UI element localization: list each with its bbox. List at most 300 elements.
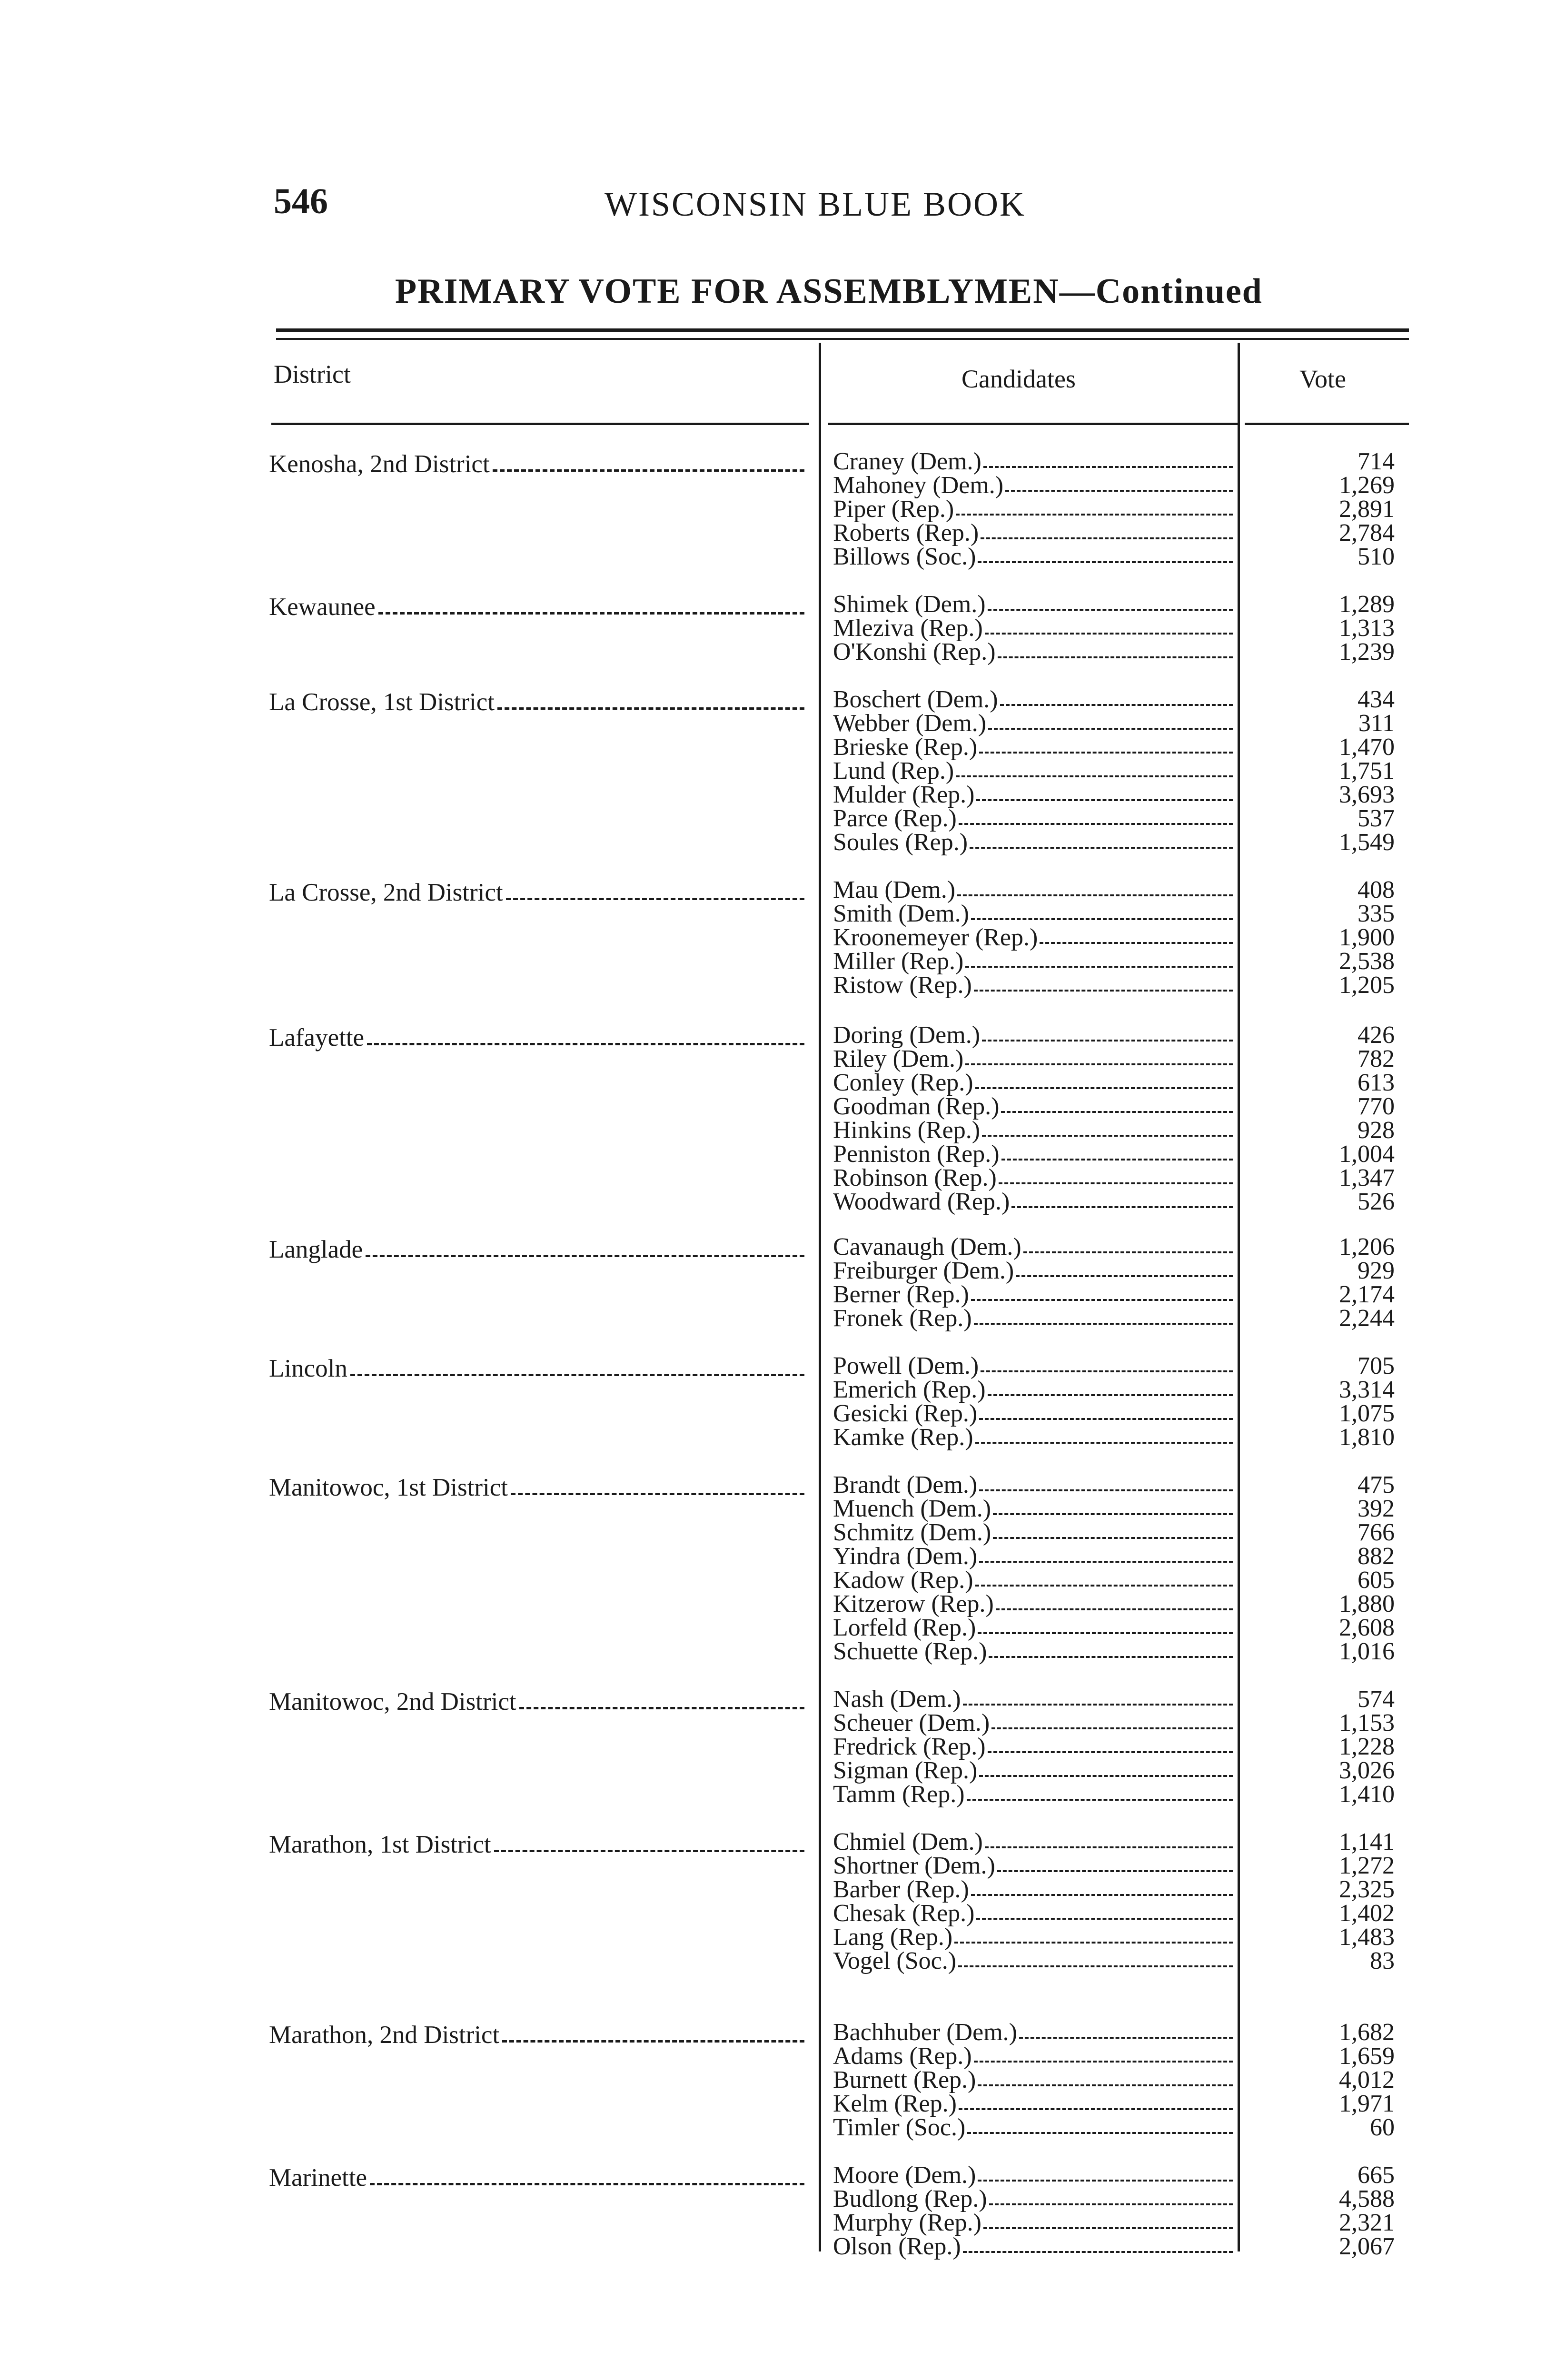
candidate-name-cell (833, 2116, 1233, 2140)
dot-leader (1011, 1206, 1233, 1208)
candidate-row (833, 1259, 1411, 1283)
district-label: Lafayette (269, 1024, 365, 1051)
candidate-vote: 1,410 (1339, 1781, 1395, 1808)
candidate-list (833, 2021, 1411, 2140)
candidate-row (833, 1830, 1411, 1854)
candidate-name-cell (833, 926, 1233, 950)
candidate-name-cell (833, 1166, 1233, 1190)
running-head: WISCONSIN BLUE BOOK (605, 185, 1026, 223)
dot-leader (957, 894, 1233, 896)
candidate-row (833, 1925, 1411, 1949)
candidate-name-cell (833, 950, 1233, 973)
dot-leader (983, 2227, 1233, 2229)
candidate-name-cell (833, 1190, 1233, 1214)
candidate-vote: 1,971 (1339, 2090, 1395, 2117)
candidate-name: Riley (Dem.) (833, 1045, 964, 1072)
dot-leader (965, 966, 1233, 968)
candidate-name-cell (833, 1023, 1233, 1047)
header-district: District (274, 360, 351, 388)
candidate-name-cell (833, 1568, 1233, 1592)
dot-leader (963, 2251, 1233, 2253)
candidate-name-cell (833, 1616, 1233, 1640)
candidate-vote: 1,483 (1339, 1924, 1395, 1951)
dot-leader (981, 537, 1233, 539)
candidate-name: Powell (Dem.) (833, 1352, 979, 1379)
candidate-vote: 60 (1370, 2114, 1395, 2141)
candidate-row (833, 2021, 1411, 2044)
candidate-name: Mahoney (Dem.) (833, 472, 1004, 499)
candidate-row (833, 1023, 1411, 1047)
candidate-name-cell (833, 474, 1233, 497)
dot-leader (978, 561, 1233, 563)
header-rule-candidates (828, 423, 1238, 425)
dot-leader (989, 2203, 1233, 2205)
dot-leader (974, 990, 1233, 992)
candidate-name: Kadow (Rep.) (833, 1567, 973, 1594)
candidate-list (833, 593, 1411, 664)
candidate-name-cell (833, 1783, 1233, 1806)
candidate-name-cell (833, 1426, 1233, 1449)
candidate-name: Kamke (Rep.) (833, 1424, 973, 1451)
candidate-name: Boschert (Dem.) (833, 686, 998, 713)
candidate-name-cell (833, 1095, 1233, 1119)
candidate-row (833, 474, 1411, 497)
candidate-name-cell (833, 831, 1233, 854)
candidate-row (833, 807, 1411, 831)
candidate-row (833, 1783, 1411, 1806)
candidate-row (833, 1283, 1411, 1307)
candidate-row (833, 1095, 1411, 1119)
candidate-vote: 4,588 (1339, 2185, 1395, 2212)
candidate-row (833, 1545, 1411, 1568)
candidate-row (833, 521, 1411, 545)
candidate-row (833, 640, 1411, 664)
candidate-name: Hinkins (Rep.) (833, 1117, 981, 1144)
dot-leader (366, 1255, 804, 1257)
dot-leader (493, 469, 804, 472)
candidate-name: Burnett (Rep.) (833, 2066, 976, 2093)
candidate-row (833, 1902, 1411, 1925)
candidate-vote: 613 (1358, 1069, 1395, 1096)
candidate-vote: 2,174 (1339, 1281, 1395, 1308)
candidate-row (833, 450, 1411, 474)
candidate-name: Olson (Rep.) (833, 2233, 961, 2260)
candidate-name-cell (833, 1735, 1233, 1759)
candidate-row (833, 1307, 1411, 1330)
district-name (269, 878, 804, 907)
dot-leader (988, 1751, 1233, 1753)
dot-leader (1001, 1111, 1233, 1113)
candidate-name-cell (833, 640, 1233, 664)
district-label: Lincoln (269, 1355, 347, 1382)
candidate-vote: 782 (1358, 1045, 1395, 1072)
candidate-name-cell (833, 1307, 1233, 1330)
dot-leader (970, 847, 1233, 849)
candidate-name: Webber (Dem.) (833, 710, 987, 737)
candidate-name-cell (833, 521, 1233, 545)
dot-leader (988, 728, 1233, 730)
candidate-list (833, 1473, 1411, 1664)
dot-leader (979, 1489, 1233, 1491)
header-rule-district (271, 423, 809, 425)
candidate-list (833, 2163, 1411, 2259)
candidate-vote: 526 (1358, 1188, 1395, 1215)
district-label: Marathon, 2nd District (269, 2021, 500, 2049)
candidate-name-cell (833, 2092, 1233, 2116)
candidate-row (833, 712, 1411, 735)
candidate-row (833, 2116, 1411, 2140)
candidate-name: Emerich (Rep.) (833, 1376, 986, 1403)
dot-leader (979, 1561, 1233, 1563)
candidate-vote: 1,239 (1339, 638, 1395, 665)
candidate-name: Freiburger (Dem.) (833, 1257, 1014, 1284)
header-rule-vote (1245, 423, 1409, 425)
dot-leader (978, 2084, 1233, 2086)
dot-leader (979, 1418, 1233, 1420)
candidate-name: Shimek (Dem.) (833, 591, 986, 618)
dot-leader (1016, 1275, 1233, 1277)
candidate-name: Shortner (Dem.) (833, 1852, 995, 1879)
candidate-name-cell (833, 545, 1233, 569)
candidate-vote: 2,244 (1339, 1305, 1395, 1332)
district-label: Kewaunee (269, 593, 376, 621)
district-name (269, 1830, 804, 1859)
candidate-name-cell (833, 712, 1233, 735)
candidate-vote: 434 (1358, 686, 1395, 713)
dot-leader (983, 466, 1233, 468)
candidate-name: Lorfeld (Rep.) (833, 1614, 976, 1641)
candidate-row (833, 1759, 1411, 1783)
candidate-row (833, 2211, 1411, 2235)
dot-leader (1019, 2037, 1233, 2039)
dot-leader (1001, 1159, 1233, 1160)
district-name (269, 688, 804, 716)
candidate-row (833, 759, 1411, 783)
candidate-row (833, 2092, 1411, 2116)
dot-leader (985, 1846, 1233, 1848)
candidate-vote: 1,810 (1339, 1424, 1395, 1451)
candidate-name-cell (833, 1854, 1233, 1878)
dot-leader (511, 1493, 804, 1495)
dot-leader (519, 1707, 804, 1709)
candidate-row (833, 1426, 1411, 1449)
candidate-name: Soules (Rep.) (833, 829, 968, 856)
dot-leader (370, 2183, 804, 2185)
candidate-vote: 1,900 (1339, 924, 1395, 951)
candidate-vote: 1,004 (1339, 1140, 1395, 1168)
candidate-name-cell (833, 497, 1233, 521)
candidate-row (833, 831, 1411, 854)
dot-leader (988, 1394, 1233, 1396)
dot-leader (979, 752, 1233, 754)
candidate-name-cell (833, 1521, 1233, 1545)
dot-leader (982, 1135, 1233, 1137)
dot-leader (976, 799, 1233, 801)
candidate-name: Schuette (Rep.) (833, 1638, 987, 1665)
candidate-row (833, 545, 1411, 569)
candidate-name-cell (833, 1949, 1233, 1973)
district-name (269, 2021, 804, 2049)
candidate-name: Penniston (Rep.) (833, 1140, 1000, 1168)
dot-leader (378, 612, 804, 615)
dot-leader (982, 1040, 1233, 1041)
top-rule-thin (276, 338, 1409, 340)
top-rule-thick (276, 328, 1409, 332)
candidate-vote: 705 (1358, 1352, 1395, 1379)
candidate-vote: 665 (1358, 2162, 1395, 2189)
dot-leader (497, 707, 804, 710)
candidate-vote: 4,012 (1339, 2066, 1395, 2093)
candidate-name-cell (833, 1071, 1233, 1095)
dot-leader (350, 1374, 804, 1376)
candidate-list (833, 688, 1411, 854)
candidate-vote: 475 (1358, 1471, 1395, 1498)
candidate-vote: 1,470 (1339, 734, 1395, 761)
candidate-vote: 1,313 (1339, 615, 1395, 642)
candidate-vote: 1,075 (1339, 1400, 1395, 1427)
candidate-name: Nash (Dem.) (833, 1686, 961, 1713)
page-number: 546 (274, 181, 328, 221)
dot-leader (996, 1608, 1233, 1610)
candidate-vote: 392 (1358, 1495, 1395, 1522)
candidate-name: Cavanaugh (Dem.) (833, 1233, 1021, 1260)
district-label: Marinette (269, 2164, 367, 2192)
dot-leader (965, 1063, 1233, 1065)
candidate-name: Sigman (Rep.) (833, 1757, 978, 1784)
candidate-list (833, 450, 1411, 569)
candidate-name: Muench (Dem.) (833, 1495, 991, 1522)
candidate-name: Schmitz (Dem.) (833, 1519, 991, 1546)
candidate-row (833, 1190, 1411, 1214)
candidate-vote: 1,751 (1339, 757, 1395, 784)
dot-leader (979, 1775, 1233, 1777)
candidate-name-cell (833, 1119, 1233, 1142)
dot-leader (976, 1918, 1233, 1920)
candidate-vote: 1,141 (1339, 1828, 1395, 1855)
candidate-name-cell (833, 973, 1233, 997)
candidate-vote: 1,016 (1339, 1638, 1395, 1665)
dot-leader (999, 1182, 1233, 1184)
candidate-name: Doring (Dem.) (833, 1021, 981, 1049)
candidate-vote: 510 (1358, 543, 1395, 570)
dot-leader (967, 1799, 1233, 1801)
candidate-vote: 426 (1358, 1021, 1395, 1049)
dot-leader (993, 1513, 1233, 1515)
candidate-name-cell (833, 1142, 1233, 1166)
candidate-name: Mau (Dem.) (833, 876, 956, 903)
dot-leader (954, 1942, 1233, 1944)
candidate-row (833, 2044, 1411, 2068)
candidate-row (833, 1402, 1411, 1426)
candidate-vote: 335 (1358, 900, 1395, 927)
candidate-name-cell (833, 2068, 1233, 2092)
candidate-name-cell (833, 688, 1233, 712)
candidate-row (833, 1854, 1411, 1878)
header-vote: Vote (1299, 365, 1347, 393)
candidate-name: Mulder (Rep.) (833, 781, 975, 808)
candidate-name: Vogel (Soc.) (833, 1947, 957, 1974)
candidate-name: Chesak (Rep.) (833, 1900, 975, 1927)
candidate-vote: 1,272 (1339, 1852, 1395, 1879)
candidate-name: Ristow (Rep.) (833, 972, 972, 999)
candidate-row (833, 1166, 1411, 1190)
candidate-row (833, 973, 1411, 997)
dot-leader (988, 609, 1233, 611)
candidate-name-cell (833, 807, 1233, 831)
candidate-name: Piper (Rep.) (833, 496, 954, 523)
candidate-name: Tamm (Rep.) (833, 1781, 965, 1808)
district-label: Langlade (269, 1236, 363, 1263)
candidate-row (833, 1235, 1411, 1259)
candidate-vote: 1,880 (1339, 1590, 1395, 1617)
candidate-name: Kelm (Rep.) (833, 2090, 957, 2117)
dot-leader (967, 2132, 1233, 2134)
candidate-name-cell (833, 1497, 1233, 1521)
candidate-row (833, 878, 1411, 902)
candidate-name-cell (833, 1711, 1233, 1735)
dot-leader (1023, 1251, 1233, 1253)
dot-leader (971, 1299, 1233, 1301)
candidate-vote: 537 (1358, 805, 1395, 832)
candidate-row (833, 1142, 1411, 1166)
candidate-vote: 605 (1358, 1567, 1395, 1594)
candidate-row (833, 616, 1411, 640)
candidate-list (833, 1687, 1411, 1806)
dot-leader (997, 1870, 1233, 1872)
candidate-name-cell (833, 450, 1233, 474)
dot-leader (1040, 942, 1233, 944)
dot-leader (978, 1632, 1233, 1634)
candidate-vote: 1,206 (1339, 1233, 1395, 1260)
candidate-vote: 311 (1358, 710, 1395, 737)
candidate-row (833, 1047, 1411, 1071)
dot-leader (1005, 490, 1233, 492)
candidate-row (833, 1687, 1411, 1711)
candidate-row (833, 1521, 1411, 1545)
candidate-row (833, 1592, 1411, 1616)
dot-leader (959, 2108, 1233, 2110)
candidate-name-cell (833, 1259, 1233, 1283)
candidate-name: Timler (Soc.) (833, 2114, 966, 2141)
candidate-row (833, 1119, 1411, 1142)
candidate-name: Yindra (Dem.) (833, 1543, 978, 1570)
dot-leader (367, 1043, 804, 1045)
candidate-row (833, 1949, 1411, 1973)
candidate-row (833, 1711, 1411, 1735)
candidate-row (833, 688, 1411, 712)
candidate-name-cell (833, 593, 1233, 616)
candidate-name-cell (833, 783, 1233, 807)
district-name (269, 1473, 804, 1502)
dot-leader (959, 823, 1233, 825)
column-divider-left (819, 343, 821, 2251)
candidate-vote: 1,682 (1339, 2019, 1395, 2046)
candidate-row (833, 1616, 1411, 1640)
candidate-name-cell (833, 1473, 1233, 1497)
candidate-name-cell (833, 1354, 1233, 1378)
district-label: La Crosse, 1st District (269, 688, 495, 716)
candidate-name: Craney (Dem.) (833, 448, 981, 475)
candidate-vote: 1,153 (1339, 1709, 1395, 1736)
candidate-row (833, 902, 1411, 926)
candidate-row (833, 735, 1411, 759)
candidate-vote: 1,549 (1339, 829, 1395, 856)
candidate-vote: 2,325 (1339, 1876, 1395, 1903)
candidate-vote: 3,693 (1339, 781, 1395, 808)
candidate-row (833, 1640, 1411, 1664)
candidate-name: Murphy (Rep.) (833, 2209, 981, 2236)
dot-leader (494, 1850, 804, 1852)
candidate-name-cell (833, 1545, 1233, 1568)
candidate-list (833, 878, 1411, 997)
candidate-name-cell (833, 2211, 1233, 2235)
candidate-name: Parce (Rep.) (833, 805, 957, 832)
candidate-vote: 1,269 (1339, 472, 1395, 499)
dot-leader (958, 1965, 1233, 1967)
candidate-name-cell (833, 2044, 1233, 2068)
candidate-name-cell (833, 616, 1233, 640)
candidate-name-cell (833, 1925, 1233, 1949)
candidate-name: Smith (Dem.) (833, 900, 969, 927)
dot-leader (993, 1537, 1233, 1539)
header-candidates: Candidates (961, 365, 1076, 393)
candidate-vote: 2,067 (1339, 2233, 1395, 2260)
candidate-name-cell (833, 1902, 1233, 1925)
candidate-name-cell (833, 1592, 1233, 1616)
candidate-row (833, 1378, 1411, 1402)
dot-leader (974, 2061, 1233, 2063)
dot-leader (956, 514, 1233, 516)
candidate-name: Bachhuber (Dem.) (833, 2019, 1017, 2046)
dot-leader (998, 656, 1233, 658)
dot-leader (974, 1323, 1233, 1325)
candidate-name: Chmiel (Dem.) (833, 1828, 983, 1855)
district-name (269, 1235, 804, 1264)
candidate-row (833, 1568, 1411, 1592)
candidate-vote: 882 (1358, 1543, 1395, 1570)
candidate-name-cell (833, 1687, 1233, 1711)
district-name (269, 1354, 804, 1383)
candidate-name: O'Konshi (Rep.) (833, 638, 996, 665)
district-name (269, 450, 804, 478)
candidate-name-cell (833, 2187, 1233, 2211)
dot-leader (1000, 704, 1233, 706)
candidate-vote: 83 (1370, 1947, 1395, 1974)
candidate-name-cell (833, 1830, 1233, 1854)
candidate-vote: 928 (1358, 1117, 1395, 1144)
candidate-name-cell (833, 1047, 1233, 1071)
candidate-name-cell (833, 1402, 1233, 1426)
candidate-vote: 408 (1358, 876, 1395, 903)
district-label: Manitowoc, 1st District (269, 1474, 508, 1501)
candidate-vote: 766 (1358, 1519, 1395, 1546)
candidate-list (833, 1235, 1411, 1330)
candidate-vote: 1,347 (1339, 1164, 1395, 1191)
candidate-name: Moore (Dem.) (833, 2162, 976, 2189)
candidate-name-cell (833, 1283, 1233, 1307)
dot-leader (963, 1704, 1233, 1706)
candidate-vote: 929 (1358, 1257, 1395, 1284)
candidate-name-cell (833, 1878, 1233, 1902)
candidate-row (833, 1071, 1411, 1095)
candidate-name: Adams (Rep.) (833, 2043, 972, 2070)
dot-leader (971, 1894, 1233, 1896)
district-name (269, 1687, 804, 1716)
candidate-name: Robinson (Rep.) (833, 1164, 997, 1191)
candidate-vote: 3,314 (1339, 1376, 1395, 1403)
candidate-name-cell (833, 2021, 1233, 2044)
candidate-vote: 1,228 (1339, 1733, 1395, 1760)
